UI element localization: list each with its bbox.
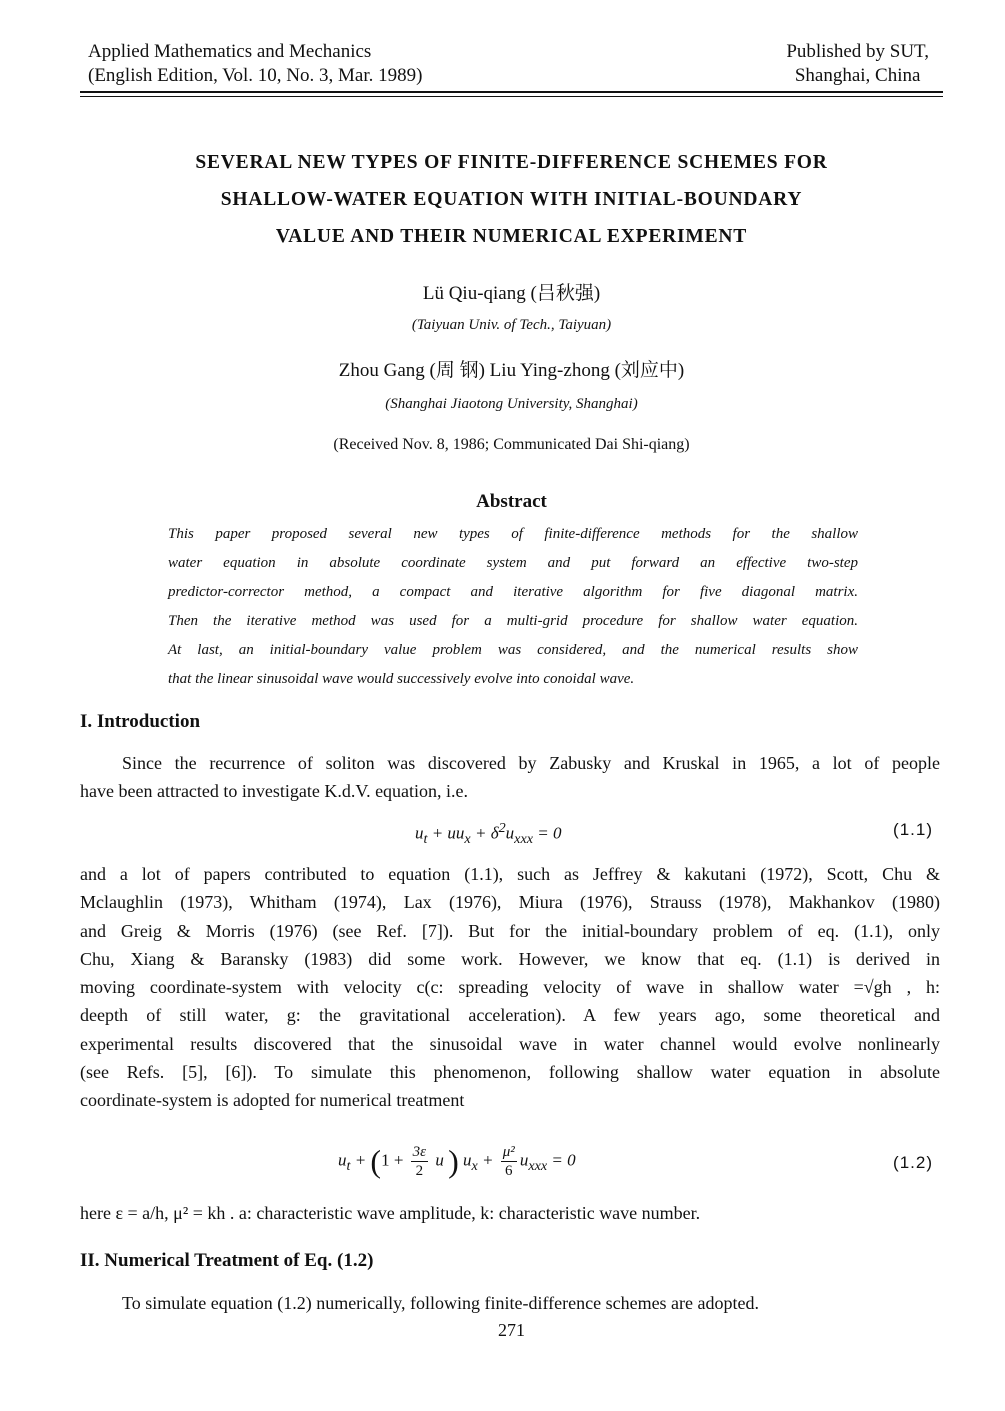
abstract-line: At last, an initial-boundary value problem was considered, and the numerical results show bbox=[168, 642, 858, 658]
text-line: Since the recurrence of soliton was discovered by Zabusky and Kruskal in 1965, a lot of people bbox=[122, 753, 940, 773]
eq-subscript: t bbox=[346, 1157, 351, 1174]
text-line: Chu, Xiang & Baransky (1983) did some work. However, we know that eq. (1.1) is derived in bbox=[80, 948, 940, 969]
text-line: moving coordinate-system with velocity c(c: spreading velocity of wave in shallow water =√gh , h: bbox=[80, 977, 940, 998]
publisher-location: Shanghai, China bbox=[794, 65, 921, 86]
intro-paragraph-2 bbox=[80, 860, 940, 1115]
author-2: Zhou Gang (周 钢) Liu Ying-zhong (刘应中) bbox=[338, 360, 685, 381]
eq-term: u bbox=[415, 823, 424, 843]
abstract-line: predictor-corrector method, a compact and iterative algorithm for five diagonal matrix. bbox=[168, 584, 858, 600]
eq-numerator: 3ε bbox=[412, 1144, 427, 1160]
eq-subscript: t bbox=[423, 831, 428, 848]
title-line: SHALLOW-WATER EQUATION WITH INITIAL-BOUNDARY bbox=[220, 189, 803, 210]
section-heading-introduction: I. Introduction bbox=[80, 711, 201, 732]
page-number: 271 bbox=[498, 1320, 525, 1340]
eq-term: 1 + bbox=[381, 1150, 408, 1170]
text-line: and a lot of papers contributed to equation (1.1), such as Jeffrey & kakutani (1972), Scott, Chu & bbox=[80, 864, 940, 884]
eq-subscript: x bbox=[464, 831, 471, 848]
author-1: Lü Qiu-qiang (吕秋强) bbox=[422, 283, 601, 304]
eq-superscript: 2 bbox=[498, 820, 506, 836]
eq-term: = 0 bbox=[533, 823, 562, 843]
eq-term: + bbox=[477, 1150, 498, 1170]
text-line: experimental results discovered that the sinusoidal wave in water channel would evolve nonlinearly bbox=[80, 1033, 940, 1054]
eq-term: u bbox=[519, 1150, 529, 1170]
eq-fraction bbox=[501, 1143, 517, 1180]
equation-1-2-body bbox=[338, 1143, 576, 1180]
text-line: and Greig & Morris (1976) (see Ref. [7]). But for the initial-boundary problem of eq. (1.1), only bbox=[80, 920, 940, 941]
eq-term: u bbox=[505, 823, 515, 843]
eq-term: + uu bbox=[427, 823, 465, 843]
abstract-line: water equation in absolute coordinate system and put forward an effective two-step bbox=[168, 555, 858, 571]
eq-subscript: xxx bbox=[528, 1157, 548, 1174]
journal-name: Applied Mathematics and Mechanics bbox=[88, 41, 372, 62]
equation-number: (1.1) bbox=[893, 820, 933, 839]
parameter-definitions: here ε = a/h, μ² = kh . a: characteristic wave amplitude, k: characteristic wave number. bbox=[80, 1203, 701, 1223]
eq-paren: ) bbox=[448, 1143, 459, 1179]
text-line: To simulate equation (1.2) numerically, following finite-difference schemes are adopted. bbox=[122, 1293, 760, 1313]
journal-header bbox=[88, 40, 422, 88]
eq-paren: ( bbox=[370, 1143, 382, 1179]
header-rule-thin bbox=[80, 96, 943, 97]
eq-term: + δ bbox=[470, 823, 499, 843]
eq-denominator: 2 bbox=[415, 1163, 424, 1179]
header-rule-thick bbox=[80, 91, 943, 93]
intro-paragraph-1 bbox=[80, 749, 940, 806]
eq-subscript: x bbox=[471, 1157, 478, 1174]
abstract-line: that the linear sinusoidal wave would successively evolve into conoidal wave. bbox=[168, 671, 635, 687]
received-note: (Received Nov. 8, 1986; Communicated Dai Shi-qiang) bbox=[333, 436, 690, 453]
eq-term: + bbox=[350, 1150, 371, 1170]
section-heading-numerical-treatment: II. Numerical Treatment of Eq. (1.2) bbox=[80, 1250, 374, 1271]
equation-number: (1.2) bbox=[893, 1153, 933, 1172]
publisher-header bbox=[786, 40, 929, 88]
paper-title bbox=[80, 144, 943, 255]
title-line: SEVERAL NEW TYPES OF FINITE-DIFFERENCE SCHEMES FOR bbox=[195, 152, 828, 173]
text-line: (see Refs. [5], [6]). To simulate this phenomenon, following shallow water equation in absolute bbox=[80, 1062, 940, 1083]
abstract-line: This paper proposed several new types of finite-difference methods for the shallow bbox=[168, 526, 858, 542]
text-line: coordinate-system is adopted for numerical treatment bbox=[80, 1090, 465, 1111]
abstract-heading: Abstract bbox=[476, 491, 547, 512]
title-line: VALUE AND THEIR NUMERICAL EXPERIMENT bbox=[275, 226, 748, 247]
eq-term: u bbox=[458, 1150, 472, 1170]
section2-paragraph bbox=[80, 1289, 940, 1317]
affiliation-2: (Shanghai Jiaotong University, Shanghai) bbox=[385, 396, 638, 412]
eq-numerator: μ² bbox=[502, 1144, 515, 1160]
eq-term: u bbox=[431, 1150, 449, 1170]
affiliation-1: (Taiyuan Univ. of Tech., Taiyuan) bbox=[411, 317, 612, 333]
abstract-body bbox=[168, 520, 858, 694]
text-line: deepth of still water, g: the gravitational acceleration). A few years ago, some theoretical and bbox=[80, 1005, 940, 1026]
publisher-name: Published by SUT, bbox=[786, 41, 929, 62]
text-line: Mclaughlin (1973), Whitham (1974), Lax (1976), Miura (1976), Strauss (1978), Makhankov (1980) bbox=[80, 892, 940, 913]
eq-fraction bbox=[411, 1143, 428, 1180]
eq-term: u bbox=[338, 1150, 347, 1170]
eq-term: = 0 bbox=[547, 1150, 576, 1170]
journal-edition: (English Edition, Vol. 10, No. 3, Mar. 1989) bbox=[88, 65, 423, 86]
abstract-line: Then the iterative method was used for a multi-grid procedure for shallow water equation. bbox=[168, 613, 858, 629]
eq-subscript: xxx bbox=[514, 831, 534, 848]
equation-1-1-body bbox=[415, 820, 562, 848]
eq-denominator: 6 bbox=[505, 1163, 513, 1179]
text-line: have been attracted to investigate K.d.V. equation, i.e. bbox=[80, 781, 469, 802]
